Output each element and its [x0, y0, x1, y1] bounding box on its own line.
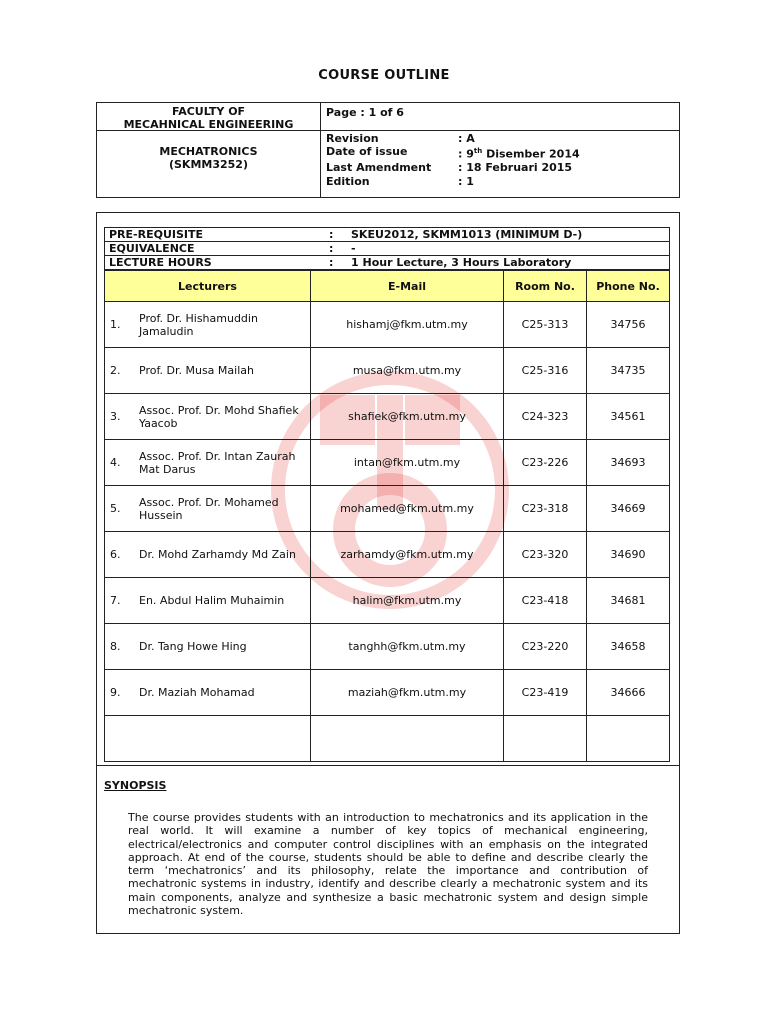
lecturers-header-row — [105, 271, 670, 302]
table-row — [105, 670, 670, 716]
phone-header: Phone No. — [587, 271, 670, 302]
amendment-value: : 18 Februari 2015 — [458, 161, 573, 175]
room-header: Room No. — [504, 271, 587, 302]
edition-value: : 1 — [458, 174, 474, 188]
lecturer-room: C25-313 — [504, 302, 587, 348]
synopsis-heading: SYNOPSIS — [104, 779, 167, 792]
lecturer-phone: 34690 — [587, 532, 670, 578]
lecturer-email: halim@fkm.utm.my — [311, 578, 504, 624]
lecturer-number: 1. — [105, 302, 136, 348]
lecturer-email: mohamed@fkm.utm.my — [311, 486, 504, 532]
lecturer-number: 7. — [105, 578, 136, 624]
lecturers-header: Lecturers — [105, 271, 311, 302]
lecturer-room: C23-320 — [504, 532, 587, 578]
lecturer-phone: 34693 — [587, 440, 670, 486]
lecturers-table — [104, 270, 670, 762]
lecturer-name: Dr. Maziah Mohamad — [135, 670, 311, 716]
revision-label: Revision — [326, 132, 379, 145]
lecturer-name: Assoc. Prof. Dr. Mohd Shafiek Yaacob — [135, 394, 311, 440]
lecturer-email: zarhamdy@fkm.utm.my — [311, 532, 504, 578]
synopsis-divider — [96, 765, 680, 766]
course-title: MECHATRONICS — [159, 145, 258, 158]
lecturer-room: C23-226 — [504, 440, 587, 486]
lecturer-name: Assoc. Prof. Dr. Intan Zaurah Mat Darus — [135, 440, 311, 486]
lecturer-number: 5. — [105, 486, 136, 532]
lecturer-room — [504, 716, 587, 762]
lecturer-number: 8. — [105, 624, 136, 670]
lecturer-phone: 34669 — [587, 486, 670, 532]
page-number: Page : 1 of 6 — [326, 106, 404, 119]
lecturer-room: C23-418 — [504, 578, 587, 624]
prerequisite-value: SKEU2012, SKMM1013 (MINIMUM D-) — [347, 228, 670, 242]
lecturer-phone: 34561 — [587, 394, 670, 440]
separator: : — [325, 228, 347, 242]
faculty-line-1: FACULTY OF — [171, 105, 246, 118]
lecturer-number: 4. — [105, 440, 136, 486]
table-row — [105, 302, 670, 348]
lecturer-room: C23-220 — [504, 624, 587, 670]
lecturer-phone: 34756 — [587, 302, 670, 348]
lecturer-email — [311, 716, 504, 762]
table-row — [105, 440, 670, 486]
course-name — [97, 145, 320, 171]
faculty-line-2: MECAHNICAL ENGINEERING — [123, 118, 294, 131]
faculty-name — [97, 105, 320, 131]
lecturer-email: musa@fkm.utm.my — [311, 348, 504, 394]
lecturer-email: maziah@fkm.utm.my — [311, 670, 504, 716]
table-row — [105, 394, 670, 440]
prerequisite-label: PRE-REQUISITE — [105, 228, 326, 242]
separator: : — [325, 256, 347, 270]
lecturer-number — [105, 716, 136, 762]
lecturer-number: 2. — [105, 348, 136, 394]
lecturer-phone: 34666 — [587, 670, 670, 716]
lecturer-email: intan@fkm.utm.my — [311, 440, 504, 486]
revision-info — [326, 132, 580, 188]
prerequisite-table — [104, 227, 670, 270]
table-row — [105, 348, 670, 394]
lecturer-number: 9. — [105, 670, 136, 716]
lecturer-name — [135, 716, 311, 762]
prerequisite-row — [105, 228, 670, 242]
lecturer-number: 6. — [105, 532, 136, 578]
lecturer-phone: 34735 — [587, 348, 670, 394]
table-row — [105, 578, 670, 624]
table-row — [105, 624, 670, 670]
table-row — [105, 716, 670, 762]
issue-value: : 9th Disember 2014 — [458, 147, 580, 162]
document-title: COURSE OUTLINE — [318, 68, 450, 83]
lecture-hours-row — [105, 256, 670, 270]
lecture-hours-value: 1 Hour Lecture, 3 Hours Laboratory — [347, 256, 670, 270]
lecturer-number: 3. — [105, 394, 136, 440]
equivalence-label: EQUIVALENCE — [105, 242, 326, 256]
lecturer-name: En. Abdul Halim Muhaimin — [135, 578, 311, 624]
lecturer-email: hishamj@fkm.utm.my — [311, 302, 504, 348]
email-header: E-Mail — [311, 271, 504, 302]
amendment-label: Last Amendment — [326, 161, 432, 175]
lecturer-name: Dr. Tang Howe Hing — [135, 624, 311, 670]
lecturer-phone: 34681 — [587, 578, 670, 624]
synopsis-text: The course provides students with an introduction to mechatronics and its application in the real world. It will examine a number of key topics of mechanical engineering, electrical/electronics and computer control disciplines with an emphasis on the integrated approach. At end of the course, students should be able to define and describe clearly the term ‘mechatronics’ and its philosophy, relate the importance and contribution of mechatronic systems in industry, identify and describe clearly a mechatronic system and its main components, analyze and synthesize a basic mechatronic system and design simple mechatronic system. — [128, 811, 648, 918]
lecturer-room: C23-318 — [504, 486, 587, 532]
lecture-hours-label: LECTURE HOURS — [105, 256, 326, 270]
lecturer-name: Prof. Dr. Hishamuddin Jamaludin — [135, 302, 311, 348]
header-divider-vertical — [320, 103, 321, 197]
lecturer-phone — [587, 716, 670, 762]
lecturer-room: C25-316 — [504, 348, 587, 394]
lecturer-phone: 34658 — [587, 624, 670, 670]
equivalence-value: - — [347, 242, 670, 256]
revision-value: : A — [458, 132, 475, 145]
table-row — [105, 486, 670, 532]
separator: : — [325, 242, 347, 256]
lecturer-name: Prof. Dr. Musa Mailah — [135, 348, 311, 394]
lecturer-room: C23-419 — [504, 670, 587, 716]
edition-label: Edition — [326, 174, 370, 188]
header-box — [96, 102, 680, 198]
issue-label: Date of issue — [326, 145, 408, 159]
lecturer-name: Assoc. Prof. Dr. Mohamed Hussein — [135, 486, 311, 532]
lecturer-room: C24-323 — [504, 394, 587, 440]
course-code: (SKMM3252) — [168, 158, 248, 171]
equivalence-row — [105, 242, 670, 256]
lecturer-email: tanghh@fkm.utm.my — [311, 624, 504, 670]
lecturer-email: shafiek@fkm.utm.my — [311, 394, 504, 440]
lecturer-name: Dr. Mohd Zarhamdy Md Zain — [135, 532, 311, 578]
table-row — [105, 532, 670, 578]
